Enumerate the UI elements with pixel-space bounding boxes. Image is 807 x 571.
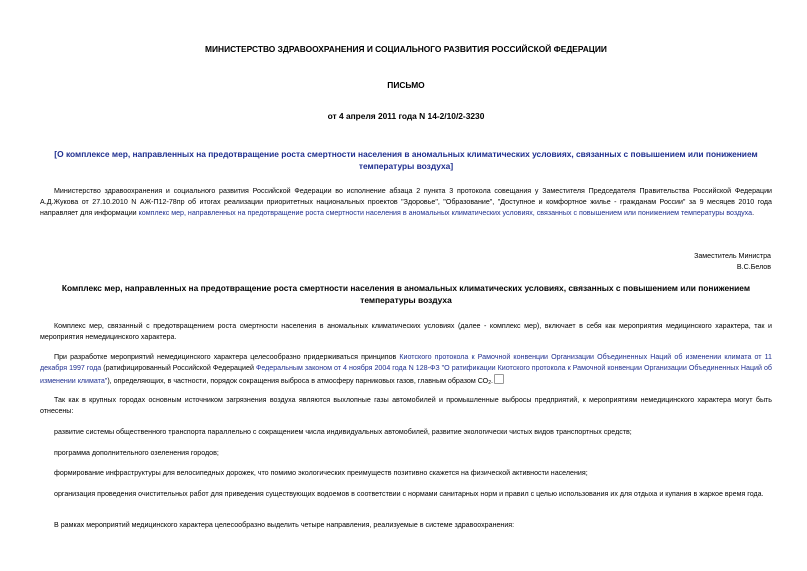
ministry-heading: МИНИСТЕРСТВО ЗДРАВООХРАНЕНИЯ И СОЦИАЛЬНОГО РАЗВИТИЯ РОССИЙСКОЙ ФЕДЕРАЦИИ (205, 44, 607, 54)
paragraph-5: программа дополнительного озеленения городов; (54, 449, 219, 457)
p2-text-c: ), определяющих, в частности, порядок сокращения выброса в атмосферу парниковых газов, главным образом СО (107, 377, 489, 385)
p2-text-b: (ратифицированный Российской Федерацией (101, 364, 256, 372)
document-title (40, 148, 772, 172)
note-marker-icon[interactable] (494, 374, 504, 384)
p2-text-a: При разработке мероприятий немедицинского характера целесообразно придерживаться принципов (54, 353, 400, 361)
p2-end: . (490, 377, 493, 385)
title-link[interactable]: комплексе мер, направленных на предотвращение роста смертности населения в аномальных климатических условиях, связанных с повышением или понижением температуры воздуха (65, 149, 758, 171)
intro-link[interactable]: комплекс мер, направленных на предотвращение роста смертности населения в аномальных климатических условиях, связанных с повышением или понижением температуры воздуха (138, 209, 753, 217)
signature-name: В.С.Белов (736, 263, 771, 271)
paragraph-4: развитие системы общественного транспорта параллельно с сокращением числа индивидуальных автомобилей, развитие экологически чистых видов транспортных средств; (54, 428, 632, 436)
intro-text: Министерство здравоохранения и социального развития Российской Федерации во исполнение абзаца 2 пункта 3 протокола совещания у Заместителя Председателя Правительства Российской Федерации А.Д.Жукова от 27.10.2010 N АЖ-П12-78пр об итогах реализации приоритетных национальных проектов "Здоровье", "Образование", "Доступное и комфортное жилье - гражданам России" за 9 месяцев 2010 года направляет для информации (40, 187, 772, 217)
title-open-bracket: [О (54, 149, 66, 159)
paragraph-1: Комплекс мер, связанный с предотвращением роста смертности населения в аномальных климатических условиях (далее - комплекс мер), включает в себя как мероприятия медицинского характера, так и мероприятия немедицинского характера. (40, 322, 772, 341)
paragraph-3: Так как в крупных городах основным источником загрязнения воздуха являются выхлопные газы автомобилей и промышленные выбросы предприятий, к мероприятиям немедицинского характера могут быть отнесены: (40, 396, 772, 415)
federal-law-link[interactable]: Федеральным законом от 4 ноября 2004 года N 128-ФЗ "О ратификации Киотского протокола к Рамочной конвенции Организации Объединенных Наций об изменении климата" (40, 364, 772, 385)
kyoto-protocol-link[interactable]: Киотского протокола к Рамочной конвенции Организации Объединенных Наций об изменении климата от 11 декабря 1997 года (40, 353, 772, 372)
paragraph-8: В рамках мероприятий медицинского характера целесообразно выделить четыре направления, реализуемые в системе здравоохранения: (54, 521, 515, 529)
paragraph-6: формирование инфраструктуры для велосипедных дорожек, что помимо экологических преимуществ позитивно скажется на физической активности населения; (54, 469, 588, 477)
signature-position: Заместитель Министра (694, 252, 771, 260)
paragraph-2 (40, 352, 772, 389)
paragraph-7: организация проведения очистительных работ для приведения существующих водоемов в соответствии с нормами санитарных норм и правил с целью использования их для отдыха и купания в жаркое время года. (54, 490, 764, 498)
intro-paragraph (40, 186, 772, 219)
intro-end: . (752, 209, 755, 217)
signature-block (694, 251, 771, 273)
section-title: Комплекс мер, направленных на предотвращение роста смертности населения в аномальных климатических условиях, связанных с повышением или понижением температуры воздуха (61, 283, 751, 305)
title-close-bracket: ] (450, 161, 454, 171)
p2-subscript: 2 (488, 380, 491, 386)
document-type: ПИСЬМО (387, 80, 425, 90)
document-date-number: от 4 апреля 2011 года N 14-2/10/2-3230 (327, 111, 485, 121)
